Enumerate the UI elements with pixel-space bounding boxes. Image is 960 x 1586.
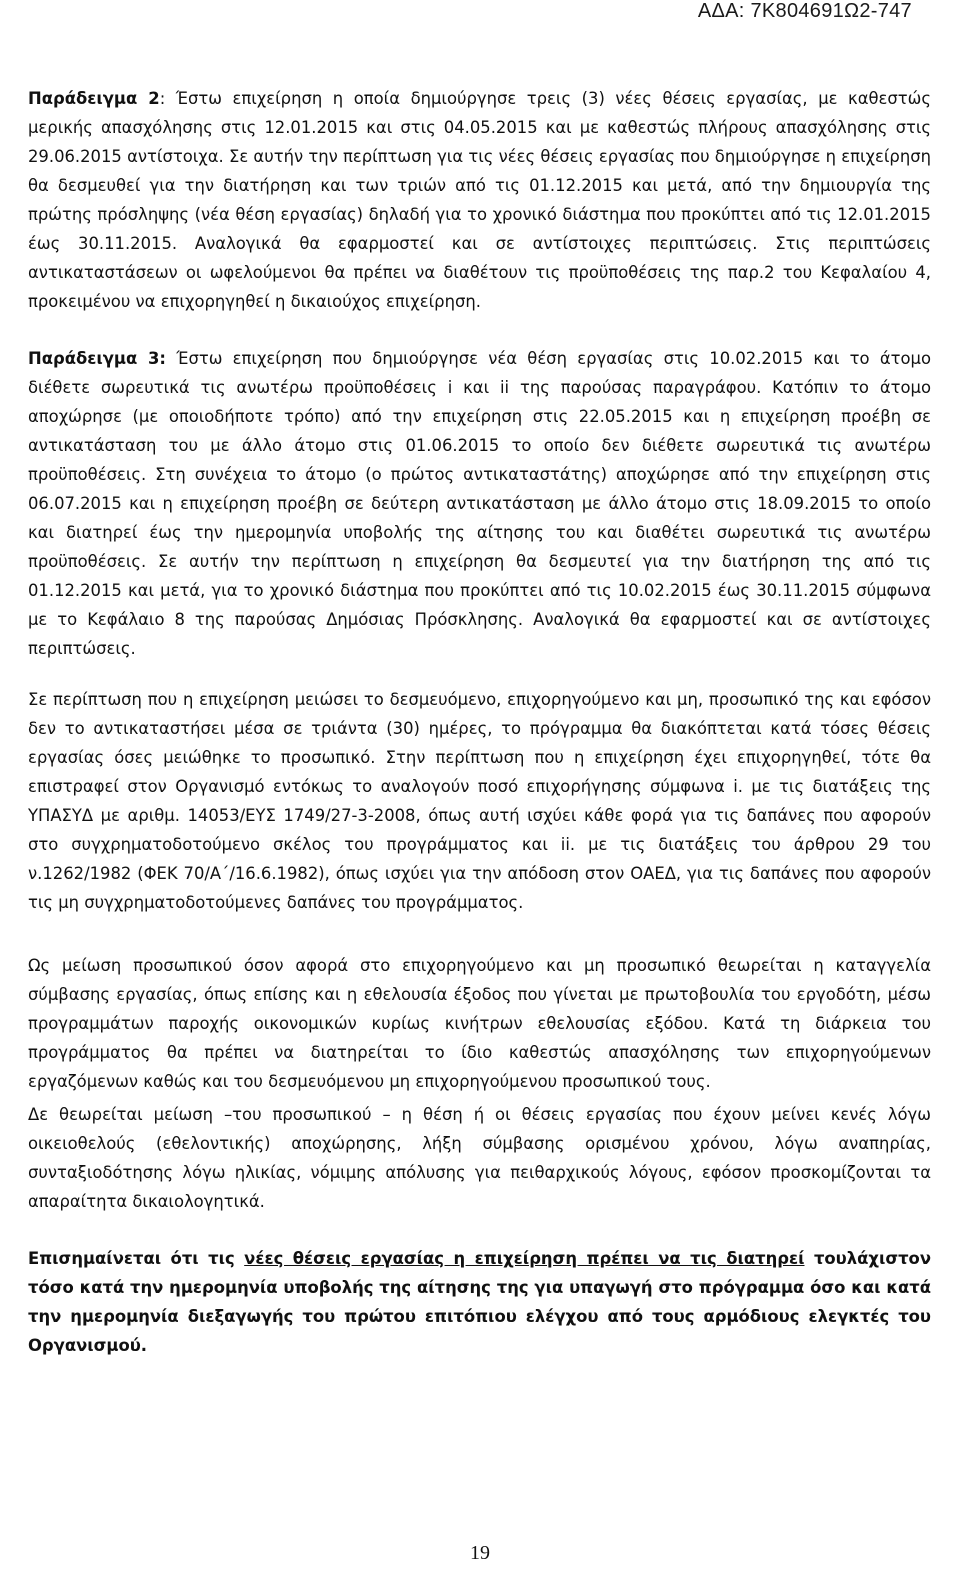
notice-lead: Επισημαίνεται ότι τις <box>28 1249 245 1268</box>
not-reduction-paragraph: Δε θεωρείται μείωση –του προσωπικού – η θέση ή οι θέσεις εργασίας που έχουν μείνει κενές λόγω οικειοθελούς (εθελοντικής) αποχώρησης, λήξη σύμβασης ορισμένου χρόνου, λόγω αναπηρίας, συνταξιοδότησης λόγω ηλικίας, νόμιμης απόλυσης για πειθαρχικούς λόγους, εφόσον προσκομίζονται τα απαραίτητα δικαιολογητικά. <box>28 1105 931 1211</box>
notice-paragraph <box>28 1244 931 1360</box>
example-3-paragraph <box>28 344 931 663</box>
reduction-paragraph: Σε περίπτωση που η επιχείρηση μειώσει το δεσμευόμενο, επιχορηγούμενο και μη, προσωπικό της και εφόσον δεν το αντικαταστήσει μέσα σε τριάντα (30) ημέρες, το πρόγραμμα θα διακόπτεται κατά τόσες θέσεις εργασίας όσες μειώθηκε το προσωπικό. Στην περίπτωση που η επιχείρηση έχει επιχορηγηθεί, τότε θα επιστραφεί στον Οργανισμό εντόκως το αναλογούν ποσό επιχορήγησης σύμφωνα i. με τις διατάξεις της ΥΠΑΣΥΔ με αριθμ. 14053/ΕΥΣ 1749/27-3-2008, όπως αυτή ισχύει κάθε φορά για τις δαπάνες που αφορούν στο συγχρηματοδοτούμενο σκέλος του προγράμματος και ii. με τις διατάξεις του άρθρου 29 του ν.1262/1982 (ΦΕΚ 70/Α΄/16.6.1982), όπως ισχύει για την απόδοση στον ΟΑΕΔ, για τις δαπάνες που αφορούν τις μη συγχρηματοδοτούμενες δαπάνες του προγράμματος. <box>28 690 931 912</box>
notice-rest: τουλάχιστον τόσο κατά την ημερομηνία υποβολής της αίτησης της για υπαγωγή στο πρόγραμμα όσο και κατά την ημερομηνία διεξαγωγής του πρώτου επιτόπιου ελέγχου από τους αρμόδιους ελεγκτές του Οργανισμού. <box>28 1249 931 1355</box>
example-3-text: Έστω επιχείρηση που δημιούργησε νέα θέση εργασίας στις 10.02.2015 και το άτομο διέθετε σωρευτικά τις ανωτέρω προϋποθέσεις i και ii της παρούσας παραγράφου. Κατόπιν το άτομο αποχώρησε (με οποιοδήποτε τρόπο) από την επιχείρηση στις 22.05.2015 και η επιχείρηση προέβη σε αντικατάσταση του με άλλο άτομο στις 01.06.2015 το οποίο δεν διέθετε σωρευτικά τις ανωτέρω προϋποθέσεις. Στη συνέχεια το άτομο (ο πρώτος αντικαταστάτης) αποχώρησε από την επιχείρηση στις 06.07.2015 και η επιχείρηση προέβη σε δεύτερη αντικατάσταση με άλλο άτομο στις 18.09.2015 το οποίο και διατηρεί έως την ημερομηνία υποβολής της αίτησης του και διαθέτει σωρευτικά τις ανωτέρω προϋποθέσεις. Σε αυτήν την περίπτωση η επιχείρηση θα δεσμευτεί για την διατήρηση της από τις 01.12.2015 και μετά, για το χρονικό διάστημα που προκύπτει από τις 10.02.2015 έως 30.11.2015 σύμφωνα με το Κεφάλαιο 8 της παρούσας Δημόσιας Πρόσκλησης. Αναλογικά θα εφαρμοστεί και σε αντίστοιχες περιπτώσεις. <box>28 349 931 658</box>
example-3-title: Παράδειγμα 3: <box>28 349 166 368</box>
document-body <box>28 84 931 1360</box>
page-number: 19 <box>470 1542 490 1564</box>
ada-code: ΑΔΑ: 7Κ804691Ω2-747 <box>697 0 912 22</box>
example-2-title: Παράδειγμα 2 <box>28 89 160 108</box>
notice-underlined: νέες θέσεις εργασίας η επιχείρηση πρέπει να τις διατηρεί <box>244 1249 805 1268</box>
example-2-paragraph <box>28 84 931 316</box>
definition-paragraph: Ως μείωση προσωπικού όσον αφορά στο επιχορηγούμενο και μη προσωπικό θεωρείται η καταγγελία σύμβασης εργασίας, όπως επίσης και η εθελουσία έξοδος που γίνεται με πρωτοβουλία του εργοδότη, μέσω προγραμμάτων παροχής οικονομικών κυρίως κινήτρων εθελουσίας εξόδου. Κατά τη διάρκεια του προγράμματος θα πρέπει να διατηρείται το ίδιο καθεστώς απασχόλησης των επιχορηγούμενων εργαζόμενων καθώς και του δεσμευόμενου μη επιχορηγούμενου προσωπικού τους. <box>28 956 931 1091</box>
example-2-text: : Έστω επιχείρηση η οποία δημιούργησε τρεις (3) νέες θέσεις εργασίας, με καθεστώς μερικής απασχόλησης στις 12.01.2015 και στις 04.05.2015 και με καθεστώς πλήρους απασχόλησης στις 29.06.2015 αντίστοιχα. Σε αυτήν την περίπτωση για τις νέες θέσεις εργασίας που δημιούργησε η επιχείρηση θα δεσμευθεί για την διατήρηση και των τριών από τις 01.12.2015 και μετά, από την δημιουργία της πρώτης πρόσληψης (νέα θέση εργασίας) δηλαδή για το χρονικό διάστημα που προκύπτει από τις 12.01.2015 έως 30.11.2015. Αναλογικά θα εφαρμοστεί και σε αντίστοιχες περιπτώσεις. Στις περιπτώσεις αντικαταστάσεων οι ωφελούμενοι θα πρέπει να διαθέτουν τις προϋποθέσεις της παρ.2 του Κεφαλαίου 4, προκειμένου να επιχορηγηθεί η δικαιούχος επιχείρηση. <box>28 89 931 311</box>
